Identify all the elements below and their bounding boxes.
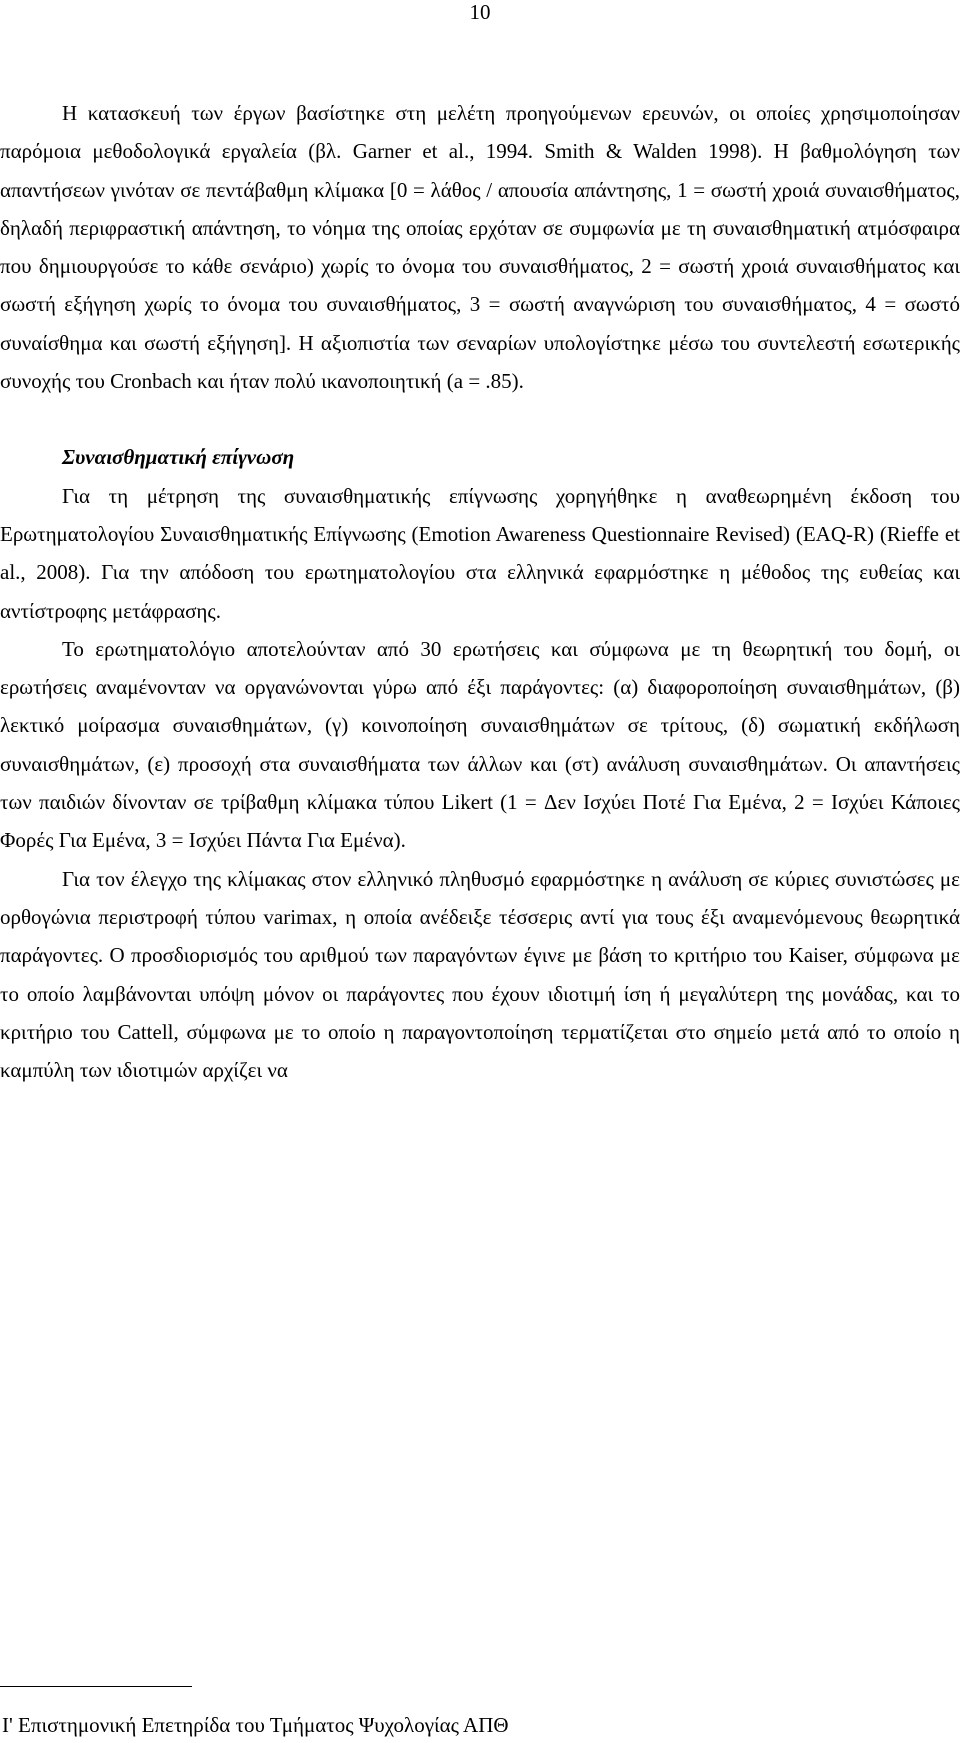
paragraph-factor-analysis: Για τον έλεγχο της κλίμακας στον ελληνικό πληθυσμό εφαρμόστηκε η ανάλυση σε κύριες συνιστώσες με ορθογώνια περιστροφή τύπου varimax, η οποία ανέδειξε τέσσερις αντί για τους έξι αναμενόμενους θεωρητικά παράγοντες. Ο προσδιορισμός του αριθμού των παραγόντων έγινε με βάση το κριτήριο του Kaiser, σύμφωνα με το οποίο λαμβάνονται υπόψη μόνον οι παράγοντες που έχουν ιδιοτιμή ίση ή μεγαλύτερη της μονάδας, και το κριτήριο του Cattell, σύμφωνα με το οποίο η παραγοντοποίηση τερματίζεται στο σημείο μετά από το οποίο η καμπύλη των ιδιοτιμών αρχίζει να	[0, 866, 960, 1083]
page-body	[0, 94, 960, 1089]
page-number: 10	[469, 0, 491, 24]
paragraph-eaq-r-description: Για τη μέτρηση της συναισθηματικής επίγνωσης χορηγήθηκε η αναθεωρημένη έκδοση του Ερωτηματολογίου Συναισθηματικής Επίγνωσης (Emotion Awareness Questionnaire Revised) (EAQ-R) (Rieffe et al., 2008). Για την απόδοση του ερωτηματολογίου στα ελληνικά εφαρμόστηκε η μέθοδος της ευθείας και αντίστροφης μετάφρασης.	[0, 483, 960, 623]
footer-divider	[0, 1686, 192, 1687]
page-footer: Ι' Επιστημονική Επετηρίδα του Τμήματος Ψυχολογίας ΑΠΘ	[2, 1713, 509, 1737]
section-heading-emotion-awareness: Συναισθηματική επίγνωση	[62, 445, 295, 470]
paragraph-questionnaire-structure: Το ερωτηματολόγιο αποτελούνταν από 30 ερωτήσεις και σύμφωνα με τη θεωρητική του δομή, οι ερωτήσεις αναμένονταν να οργανώνονται γύρω από έξι παράγοντες: (α) διαφοροποίηση συναισθημάτων, (β) λεκτικό μοίρασμα συναισθημάτων, (γ) κοινοποίηση συναισθημάτων σε τρίτους, (δ) σωματική εκδήλωση συναισθημάτων, (ε) προσοχή στα συναισθήματα των άλλων και (στ) ανάλυση συναισθημάτων. Οι απαντήσεις των παιδιών δίνονταν σε τρίβαθμη κλίμακα τύπου Likert (1 = Δεν Ισχύει Ποτέ Για Εμένα, 2 = Ισχύει Κάποιες Φορές Για Εμένα, 3 = Ισχύει Πάντα Για Εμένα).	[0, 636, 960, 853]
paragraph-scenario-scoring: Η κατασκευή των έργων βασίστηκε στη μελέτη προηγούμενων ερευνών, οι οποίες χρησιμοποίησαν παρόμοια μεθοδολογικά εργαλεία (βλ. Garner et al., 1994. Smith & Walden 1998). Η βαθμολόγηση των απαντήσεων γινόταν σε πεντάβαθμη κλίμακα [0 = λάθος / απουσία απάντησης, 1 = σωστή χροιά συναισθήματος, δηλαδή περιφραστική απάντηση, το νόημα της οποίας ερχόταν σε συμφωνία με τη συναισθηματική ατμόσφαιρα που δημιουργούσε το κάθε σενάριο) χωρίς το όνομα του συναισθήματος, 2 = σωστή χροιά συναισθήματος και σωστή εξήγηση χωρίς το όνομα του συναισθήματος, 3 = σωστή αναγνώριση του συναισθήματος, 4 = σωστό συναίσθημα και σωστή εξήγηση]. Η αξιοπιστία των σεναρίων υπολογίστηκε μέσω του συντελεστή εσωτερικής συνοχής του Cronbach και ήταν πολύ ικανοποιητική (a = .85).	[0, 101, 960, 394]
